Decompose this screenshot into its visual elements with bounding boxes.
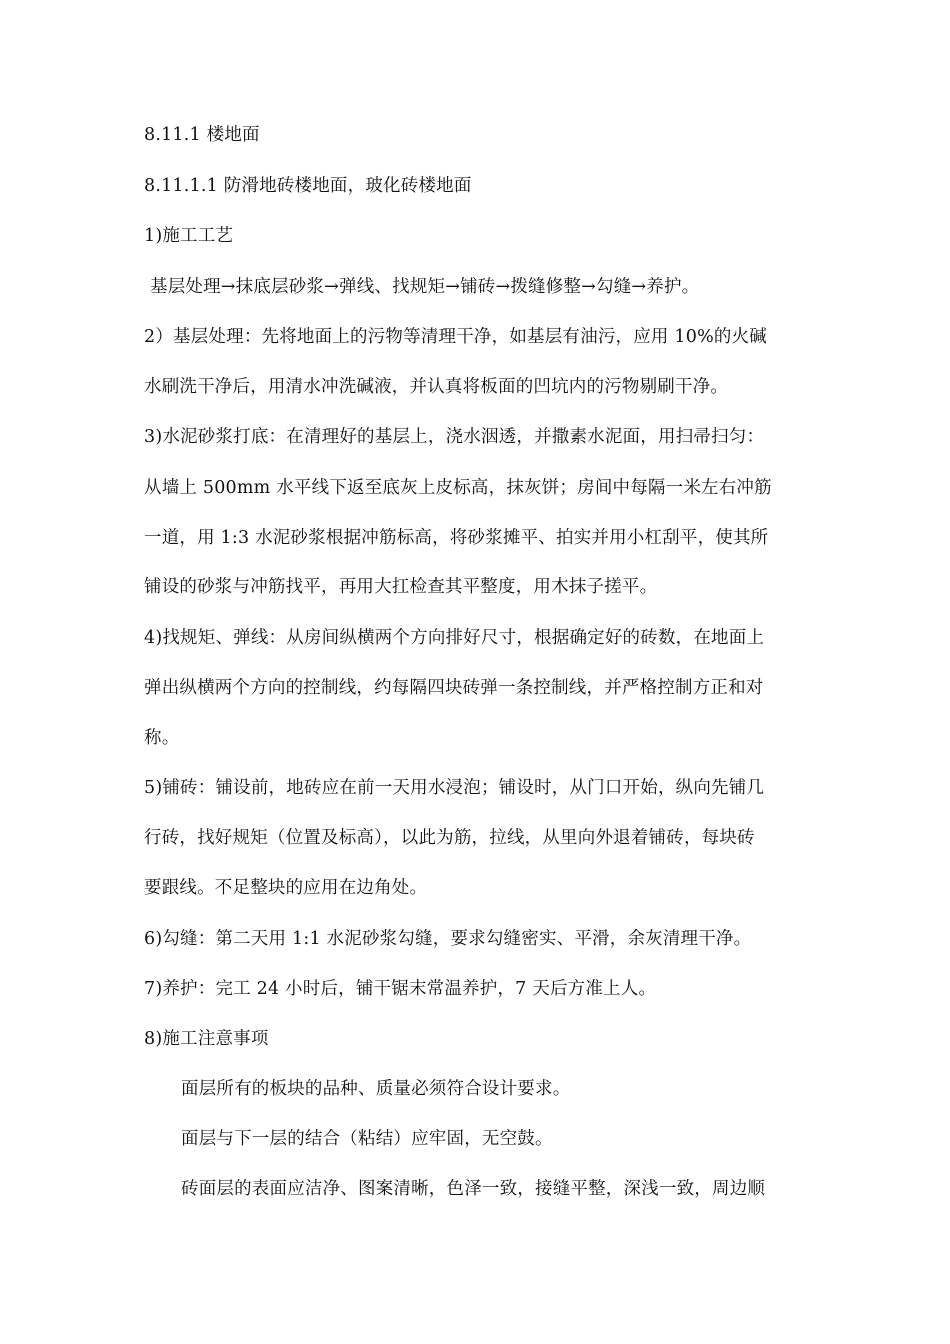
paragraph-line: 弹出纵横两个方向的控制线，约每隔四块砖弹一条控制线，并严格控制方正和对	[144, 678, 764, 698]
note-line: 面层所有的板块的品种、质量必须符合设计要求。	[181, 1079, 571, 1099]
paragraph-line: 行砖，找好规矩（位置及标高），以此为筋，拉线，从里向外退着铺砖，每块砖	[144, 828, 755, 848]
paragraph-line: 5)铺砖：铺设前，地砖应在前一天用水浸泡；铺设时，从门口开始，纵向先铺几	[144, 778, 765, 798]
note-line: 砖面层的表面应洁净、图案清晰，色泽一致，接缝平整，深浅一致，周边顺	[181, 1179, 766, 1199]
paragraph-line: 2）基层处理：先将地面上的污物等清理干净，如基层有油污，应用 10%的火碱	[144, 327, 767, 347]
paragraph-line: 称。	[144, 728, 180, 748]
item-heading-notes: 8)施工注意事项	[144, 1029, 269, 1049]
note-line: 面层与下一层的结合（粘结）应牢固，无空鼓。	[181, 1129, 553, 1149]
paragraph-line: 6)勾缝：第二天用 1:1 水泥砂浆勾缝，要求勾缝密实、平滑，余灰清理干净。	[144, 929, 752, 949]
section-heading: 8.11.1 楼地面	[144, 125, 260, 145]
process-flow-line: 基层处理→抹底层砂浆→弹线、找规矩→铺砖→拨缝修整→勾缝→养护。	[150, 277, 700, 297]
paragraph-line: 水刷洗干净后，用清水冲洗碱液，并认真将板面的凹坑内的污物剔刷干净。	[144, 377, 729, 397]
paragraph-line: 4)找规矩、弹线：从房间纵横两个方向排好尺寸，根据确定好的砖数，在地面上	[144, 628, 765, 648]
paragraph-line: 7)养护：完工 24 小时后，铺干锯末常温养护，7 天后方准上人。	[144, 979, 657, 999]
subsection-heading: 8.11.1.1 防滑地砖楼地面，玻化砖楼地面	[144, 176, 472, 196]
paragraph-line: 3)水泥砂浆打底：在清理好的基层上，浇水洇透，并撒素水泥面，用扫帚扫匀：	[144, 427, 765, 447]
paragraph-line: 从墙上 500mm 水平线下返至底灰上皮标高，抹灰饼；房间中每隔一米左右冲筋	[144, 478, 772, 498]
paragraph-line: 要跟线。不足整块的应用在边角处。	[144, 878, 428, 898]
paragraph-line: 铺设的砂浆与冲筋找平，再用大扛检查其平整度，用木抹子搓平。	[144, 577, 658, 597]
item-heading-process: 1)施工工艺	[144, 226, 234, 246]
paragraph-line: 一道，用 1:3 水泥砂浆根据冲筋标高，将砂浆摊平、拍实并用小杠刮平，使其所	[144, 528, 769, 548]
